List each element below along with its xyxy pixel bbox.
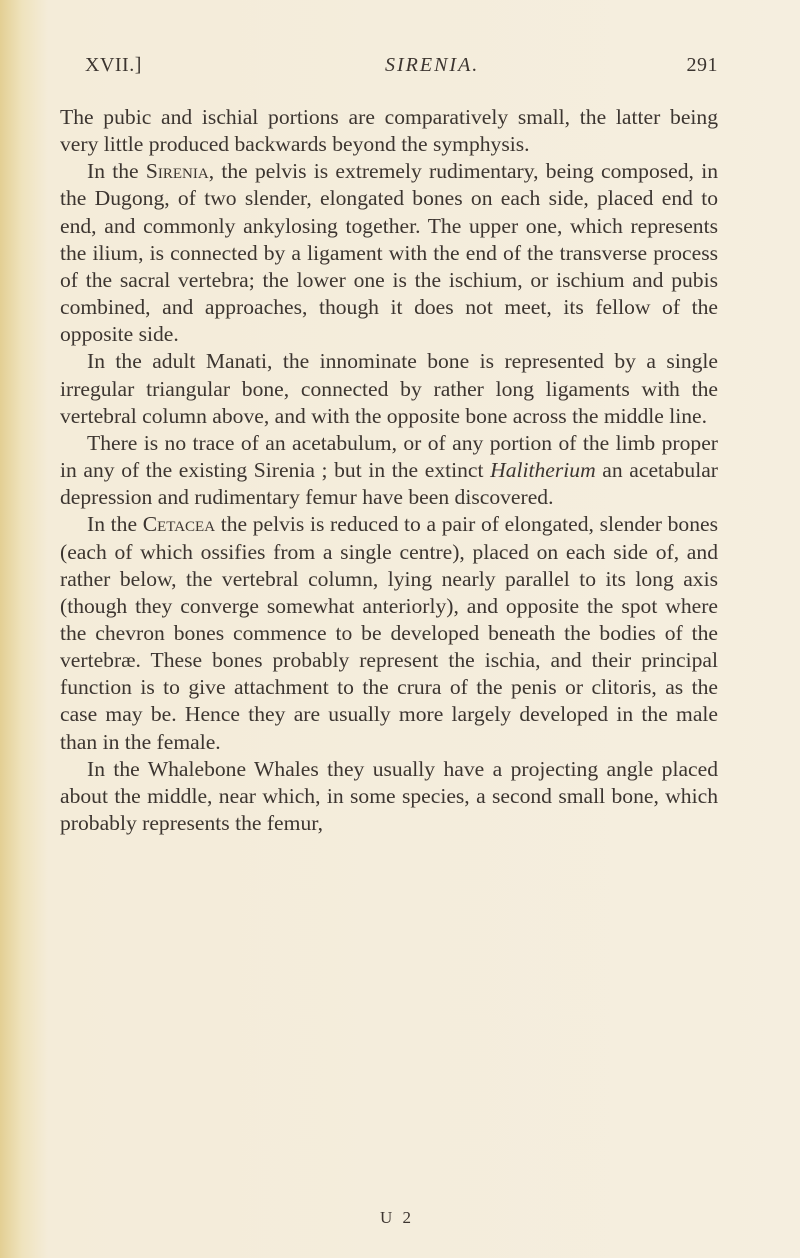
paragraph-text: an acetabular depression and rudimentary femur have been discovered. [60,458,718,510]
paragraph-acetabulum [60,430,718,511]
paragraph-text: There is no trace of an acetabulum, or of any portion of the limb proper in any of the existing Sirenia ; but in the extinct [60,430,718,483]
paragraph-text: In the [87,512,143,537]
running-header [85,54,718,80]
signature-mark: U 2 [380,1208,415,1227]
paragraph-pubic-ischial: The pubic and ischial portions are comparatively small, the latter being very little produced backwards beyond the symphysis. [60,105,718,157]
chapter-number: XVII.] [85,54,142,76]
paragraph-manati: In the adult Manati, the innominate bone is represented by a single irregular triangular bone, connected by rather long ligaments with the vertebral column above, and with the opposite bone across the middle line. [60,349,718,428]
paragraph-text: In the [87,159,146,184]
body-text [60,104,718,837]
running-title: SIRENIA. [385,54,480,76]
page-number: 291 [686,54,718,76]
term-sirenia: Sirenia [145,159,209,184]
paragraph-text: the pelvis is reduced to a pair of elongated, slender bones (each of which ossifies from a single centre), placed on each side of, and rather below, the vertebral column, lying nearly parallel to its long axis (though they converge somewhat anteriorly), and opposite the spot where the chevron bones commence to be developed beneath the bodies of the vertebræ. These bones probably represent the ischia, and their principal function is to give attachment to the crura of the penis or clitoris, as the case may be. Hence they are usually more largely developed in the male than in the female. [60,512,718,754]
paragraph-whalebone-whales: In the Whalebone Whales they usually have a projecting angle placed about the middle, near which, in some species, a second small bone, which probably represents the femur, [60,756,718,836]
paragraph-text: , the pelvis is extremely rudimentary, being composed, in the Dugong, of two slender, elongated bones on each side, placed end to end, and commonly ankylosing together. The upper one, which represents the ilium, is connected by a ligament with the end of the transverse process of the sacral vertebra; the lower one is the ischium, or ischium and pubis combined, and approaches, though it does not meet, its fellow of the opposite side. [60,159,718,347]
term-cetacea: Cetacea [142,512,216,537]
genus-halitherium: Halitherium [490,458,596,483]
paragraph-sirenia-pelvis [60,158,718,348]
paragraph-cetacea-pelvis [60,511,718,755]
